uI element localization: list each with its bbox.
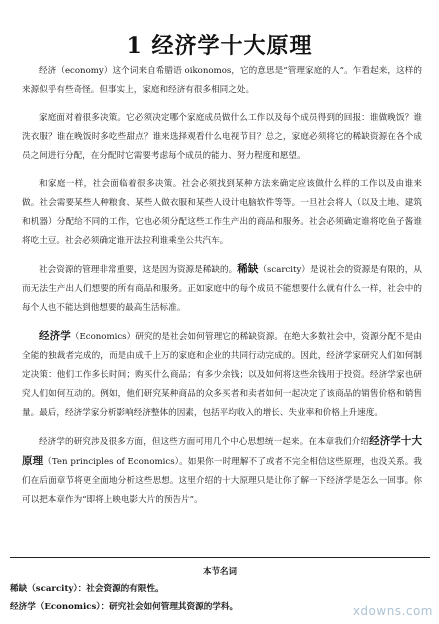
paragraph-economy-origin [22,62,422,100]
body-text [22,62,422,519]
paragraph-ten-principles [22,432,422,510]
paragraph-text-after: （Economics）研究的是社会如何管理它的稀缺资源。在绝大多数社会中，资源分配不是由全能的独裁者完成的，而是由成千上万的家庭和企业的共同行动完成的。因此，经济学家研究人们如何制定决策：他们工作多长时间；购买什么商品；有多少余钱；以及如何将这些余钱用于投资。经济学家也研究人们如何互动的。例如，他们研究某种商品的众多买者和卖者如何一起决定了该商品的销售价格和销售量。最后，经济学家分析影响经济整体的因素，包括平均收入的增长、失业率和价格上升速度。 [22,332,423,418]
paragraph-scarcity [22,260,422,318]
paragraph-text-before: 社会资源的管理非常重要，这是因为资源是稀缺的。 [39,265,238,275]
paragraph-text: 经济（economy）这个词来自希腊语 oikonomos，它的意思是“管理家庭的人”。乍看起来，这样的来源似乎有些奇怪。但事实上，家庭和经济有很多相同之处。 [22,66,422,95]
term-economics: 经济学 [39,330,71,342]
paragraph-text-after: （scarcity）是说社会的资源是有限的，从而无法生产出人们想要的所有商品和服务。正如家庭中的每个成员不能想要什么就有什么一样，社会中的每个人也不能达到他想要的最高生活标准。 [22,265,423,313]
paragraph-economics [22,327,422,423]
site-watermark: xdowns.com [352,604,433,618]
term-definition-scarcity: 稀缺（scarcity）：社会资源的有限性。 [10,584,164,594]
paragraph-text-before: 经济学的研究涉及很多方面，但这些方面可用几个中心思想统一起来。在本章我们介绍 [39,437,370,447]
paragraph-society-decisions [22,175,422,251]
term-definition-economics: 经济学（Economics）：研究社会如何管理其资源的学科。 [10,602,239,612]
paragraph-family-decisions [22,109,422,166]
term-ten-principles: 经济学十大原理 [22,435,422,467]
divider-rule [10,557,430,558]
paragraph-text: 和家庭一样，社会面临着很多决策。社会必须找到某种方法来确定应该做什么样的工作以及由谁来做。社会需要某些人种粮食、某些人做衣服和某些人设计电脑软件等等。一旦社会将人（以及土地、建筑和机器）分配给不同的工作，它也必须分配这些工作生产出的商品和服务。社会必须确定谁将吃鱼子酱谁将吃土豆。社会必须确定谁开法拉利谁乘坐公共汽车。 [22,179,422,246]
paragraph-text: 家庭面对着很多决策。它必须决定哪个家庭成员做什么工作以及每个成员得到的回报：谁做晚饭？谁洗衣服？谁在晚饭时多吃些甜点？谁来选择观看什么电视节目？总之，家庭必须将它的稀缺资源在各个成员之间进行分配，在分配时它需要考虑每个成员的能力、努力程度和愿望。 [22,113,422,161]
paragraph-text-after: （Ten principles of Economics）。如果你一时理解不了或者不完全相信这些原理，也没关系。我们在后面章节将更全面地分析这些思想。这里介绍的十大原理只是让你了解一下经济学是怎么一回事。你可以把本章作为“即将上映电影大片的预告片”。 [22,457,422,505]
chapter-title: 1 经济学十大原理 [126,32,313,59]
section-terms-heading: 本节名词 [202,567,237,577]
term-scarcity: 稀缺 [237,263,259,275]
